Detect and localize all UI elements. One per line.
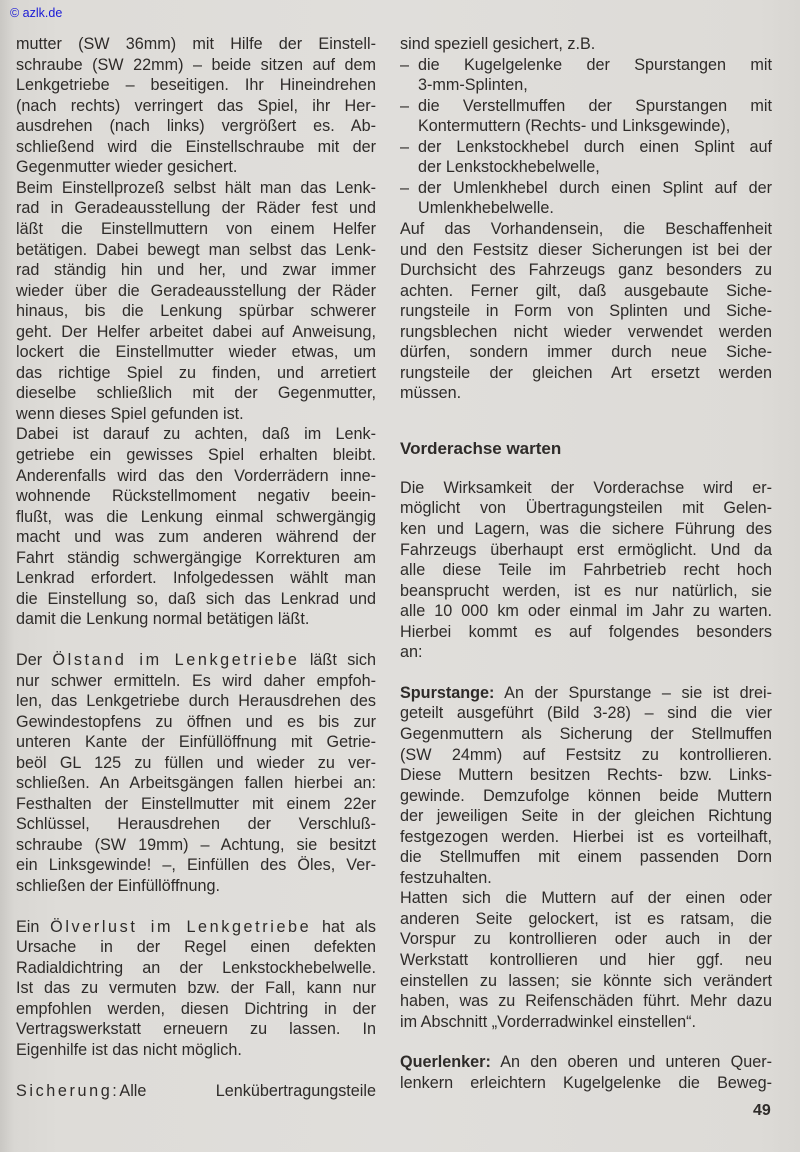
paragraph-line: schließen. An Arbeitsgängen fallen hierbei an: <box>16 774 376 793</box>
paragraph-line: im Abschnitt „Vorderradwinkel einstellen“. <box>400 1012 697 1031</box>
paragraph-line: wohnende Rückstellmoment negativ beein- <box>16 487 376 506</box>
list-item-line: der Lenkstockhebel durch einen Splint auf <box>418 137 772 156</box>
paragraph-line: schraube (SW 19mm) – Achtung, sie besitzt <box>16 835 376 854</box>
list-bullet: – <box>400 96 410 115</box>
paragraph-line: ein Linksgewinde! –, Einfüllen des Öles, Ver- <box>16 856 376 875</box>
paragraph-line: achten. Ferner gilt, daß ausgebaute Siche- <box>400 281 772 300</box>
paragraph-line: die Stellmuffen mit einem passenden Dorn <box>400 848 772 867</box>
paragraph-line: Eigenhilfe ist das nicht möglich. <box>16 1040 242 1059</box>
list-bullet: – <box>400 55 410 74</box>
paragraph-line: Ist das zu vermuten bzw. der Fall, kann nur <box>16 979 376 998</box>
paragraph-line: Beim Einstellprozeß selbst hält man das Lenk- <box>16 178 376 197</box>
list-item-line: Kontermuttern (Rechts- und Linksgewinde), <box>418 117 731 136</box>
bold-term: Querlenker: <box>400 1053 491 1072</box>
paragraph-line: (SW 24mm) auf Festsitz zu kontrollieren. <box>400 745 772 764</box>
paragraph-line: rungsteile der gleichen Art ersetzt werden <box>400 363 772 382</box>
paragraph-line: Ursache in der Regel einen defekten <box>16 938 376 957</box>
lead-prefix: Ein <box>16 917 51 936</box>
paragraph-line: festgezogen werden. Hierbei ist es vorteilhaft, <box>400 827 772 846</box>
paragraph-line: Lenkrad erfordert. Infolgedessen wählt man <box>16 569 376 588</box>
paragraph-line: lockert die Einstellmutter wieder etwas, um <box>16 343 376 362</box>
lead-prefix: Der <box>16 650 53 669</box>
paragraph-line: der jeweiligen Seite in der gleichen Richtung <box>400 807 772 826</box>
paragraph-lead-line <box>16 650 376 670</box>
paragraph-line: hinaus, bis die Lenkung spürbar schwerer <box>16 302 376 321</box>
paragraph-line: Lenkgetriebe – beseitigen. Ihr Hineindrehen <box>16 76 376 95</box>
paragraph-line: geht. Der Helfer arbeitet dabei auf Anweisung, <box>16 322 376 341</box>
paragraph-line: die Einstellung so, daß sich das Lenkrad und <box>16 589 376 608</box>
paragraph-line: rungsteile in Form von Splinten und Siche- <box>400 302 772 321</box>
emphasized-term: Sicherung: <box>16 1082 120 1101</box>
paragraph-line: Gegenmutter wieder gesichert. <box>16 158 238 177</box>
paragraph-line: wieder über die Geradeausstellung der Räder <box>16 281 376 300</box>
paragraph-line: lenkern erleichtern Kugelgelenke die Beweg- <box>400 1073 772 1092</box>
paragraph-line: Diese Muttern besitzen Rechts- bzw. Links- <box>400 766 772 785</box>
section-heading: Vorderachse warten <box>400 438 562 458</box>
paragraph-line: Hierbei kommt es auf folgendes besonders <box>400 622 772 641</box>
paragraph-line: len, das Lenkgetriebe durch Herausdrehen des <box>16 692 376 711</box>
list-item-line: der Lenkstockhebelwelle, <box>418 158 600 177</box>
lead-suffix: läßt sich <box>299 650 376 669</box>
paragraph-line: ausdrehen (nach links) vergrößert es. Ab- <box>16 117 376 136</box>
paragraph-line: das richtige Spiel zu finden, und arretiert <box>16 363 376 382</box>
list-item-line: der Umlenkhebel durch einen Splint auf der <box>418 178 772 197</box>
paragraph-line: unteren Kante der Einfüllöffnung mit Getrie- <box>16 733 376 752</box>
paragraph-line: müssen. <box>400 384 462 403</box>
paragraph-line: alle diese Teile im Fahrbetrieb recht hoch <box>400 561 772 580</box>
paragraph-line: Fahrzeugs überhaupt erst ermöglicht. Und da <box>400 540 772 559</box>
paragraph-line: Auf das Vorhandensein, die Beschaffenheit <box>400 219 772 238</box>
watermark: © azlk.de <box>10 6 63 20</box>
paragraph-line: Vorspur zu kontrollieren oder auch in der <box>400 930 772 949</box>
paragraph-lead-line <box>16 1081 376 1101</box>
paragraph-line: Schlüssel, Herausdrehen der Verschluß- <box>16 815 376 834</box>
paragraph-line: haben, was zu Reifenschäden führt. Mehr dazu <box>400 992 772 1011</box>
paragraph-line: rad in Geradeausstellung der Räder fest und <box>16 199 376 218</box>
paragraph-line: macht und was zum anderen während der <box>16 528 376 547</box>
paragraph-line: rad ständig hin und her, und zwar immer <box>16 261 376 280</box>
lead-suffix: hat als <box>311 917 376 936</box>
list-item-line: die Verstellmuffen der Spurstangen mit <box>418 96 772 115</box>
paragraph-line: anderen Seite gelockert, ist es ratsam, die <box>400 909 772 928</box>
paragraph-line: Gewindestopfens zu öffnen und es bis zur <box>16 712 376 731</box>
paragraph-line: Fahrt ständig schwergängige Korrekturen am <box>16 548 376 567</box>
paragraph-line: Festhalten der Einstellmutter mit einem 22er <box>16 794 376 813</box>
paragraph-line: (nach rechts) verringert das Spiel, ihr Her- <box>16 96 376 115</box>
paragraph-line: Dabei ist darauf zu achten, daß im Lenk- <box>16 425 376 444</box>
paragraph-lead-line <box>16 917 376 937</box>
bold-term: Spurstange: <box>400 683 495 702</box>
list-item-line: die Kugelgelenke der Spurstangen mit <box>418 55 772 74</box>
paragraph-line: schließen der Einfüllöffnung. <box>16 877 220 895</box>
paragraph-line: wenn dieses Spiel gefunden ist. <box>16 404 244 423</box>
lead-rest: An der Spurstange – sie ist drei- <box>494 683 772 702</box>
paragraph-line: an: <box>400 643 423 662</box>
paragraph-line: alle 10 000 km oder einmal im Jahr zu warten. <box>400 602 772 621</box>
lead-rest: An den oberen und unteren Quer- <box>490 1053 772 1072</box>
paragraph-line: dieselbe schließlich mit der Gegenmutter, <box>16 384 376 403</box>
paragraph-line: nur schwer ermitteln. Es wird daher empfoh- <box>16 671 376 690</box>
paragraph-line: Hatten sich die Muttern auf der einen oder <box>400 889 772 908</box>
paragraph-line: festzuhalten. <box>400 868 492 887</box>
paragraph-line: gewinde. Demzufolge können beide Muttern <box>400 786 772 805</box>
page-number: 49 <box>753 1102 771 1119</box>
emphasized-term: Ölstand im Lenkgetriebe <box>52 650 300 669</box>
list-item-line: Umlenkhebelwelle. <box>418 199 554 218</box>
paragraph-line: schraube (SW 22mm) – beide sitzen auf dem <box>16 55 376 74</box>
paragraph-line: dürfen, sondern immer durch neue Siche- <box>400 343 772 362</box>
paragraph-line: rungsblechen nicht wieder verwendet werden <box>400 322 772 341</box>
paragraph-line: Vertragswerkstatt erneuern zu lassen. In <box>16 1020 376 1039</box>
paragraph-line: Durchsicht des Fahrzeugs ganz besonders zu <box>400 261 772 280</box>
list-bullet: – <box>400 178 410 197</box>
lead-rest: Alle Lenkübertragungsteile <box>119 1082 376 1101</box>
paragraph-line: und den Festsitz dieser Sicherungen ist bei der <box>400 240 772 259</box>
paragraph-line: betätigen. Dabei bewegt man selbst das Lenk- <box>16 240 376 259</box>
paragraph-line: damit die Lenkung normal betätigen läßt. <box>16 610 310 629</box>
paragraph-line: läßt die Einstellmuttern von einem Helfer <box>16 219 376 238</box>
paragraph-line: Werkstatt kontrollieren und hier ggf. neu <box>400 951 772 969</box>
paragraph-line: empfohlen werden, diesen Dichtring in der <box>16 999 376 1018</box>
paragraph-line: Die Wirksamkeit der Vorderachse wird er- <box>400 478 772 497</box>
paragraph-line: beansprucht werden, ist es nur natürlich, sie <box>400 581 772 600</box>
paragraph-line: Gegenmuttern als Sicherung der Stellmuffen <box>400 724 772 743</box>
paragraph-line: sind speziell gesichert, z.B. <box>400 35 596 53</box>
paragraph-line: geteilt ausgeführt (Bild 3-28) – sind die vier <box>400 704 772 723</box>
paragraph-line: schließend wird die Einstellschraube mit der <box>16 137 376 156</box>
emphasized-term: Ölverlust im Lenkgetriebe <box>50 917 312 936</box>
paragraph-line: Radialdichtring an der Lenkstockhebelwelle. <box>16 958 376 977</box>
paragraph-line: möglicht von Übertragungsteilen mit Gelen- <box>400 499 772 518</box>
paragraph-line: beöl GL 125 zu füllen und wieder zu ver- <box>16 753 376 772</box>
paragraph-lead-line <box>400 1052 772 1072</box>
paragraph-line: ken und Lagern, was die sichere Führung des <box>400 520 772 538</box>
paragraph-line: einstellen zu lassen; sie könnte sich verändert <box>400 971 772 990</box>
list-item-line: 3-mm-Splinten, <box>418 76 528 95</box>
paragraph-line: Anderenfalls wird das den Vorderrädern inne- <box>16 466 376 485</box>
paragraph-line: getriebe ein gewisses Spiel erhalten bleibt. <box>16 446 376 464</box>
paragraph-lead-line <box>400 683 772 703</box>
paragraph-line: mutter (SW 36mm) mit Hilfe der Einstell- <box>16 35 376 53</box>
list-bullet: – <box>400 137 410 156</box>
paragraph-line: flußt, was die Lenkung einmal schwergängig <box>16 507 376 526</box>
